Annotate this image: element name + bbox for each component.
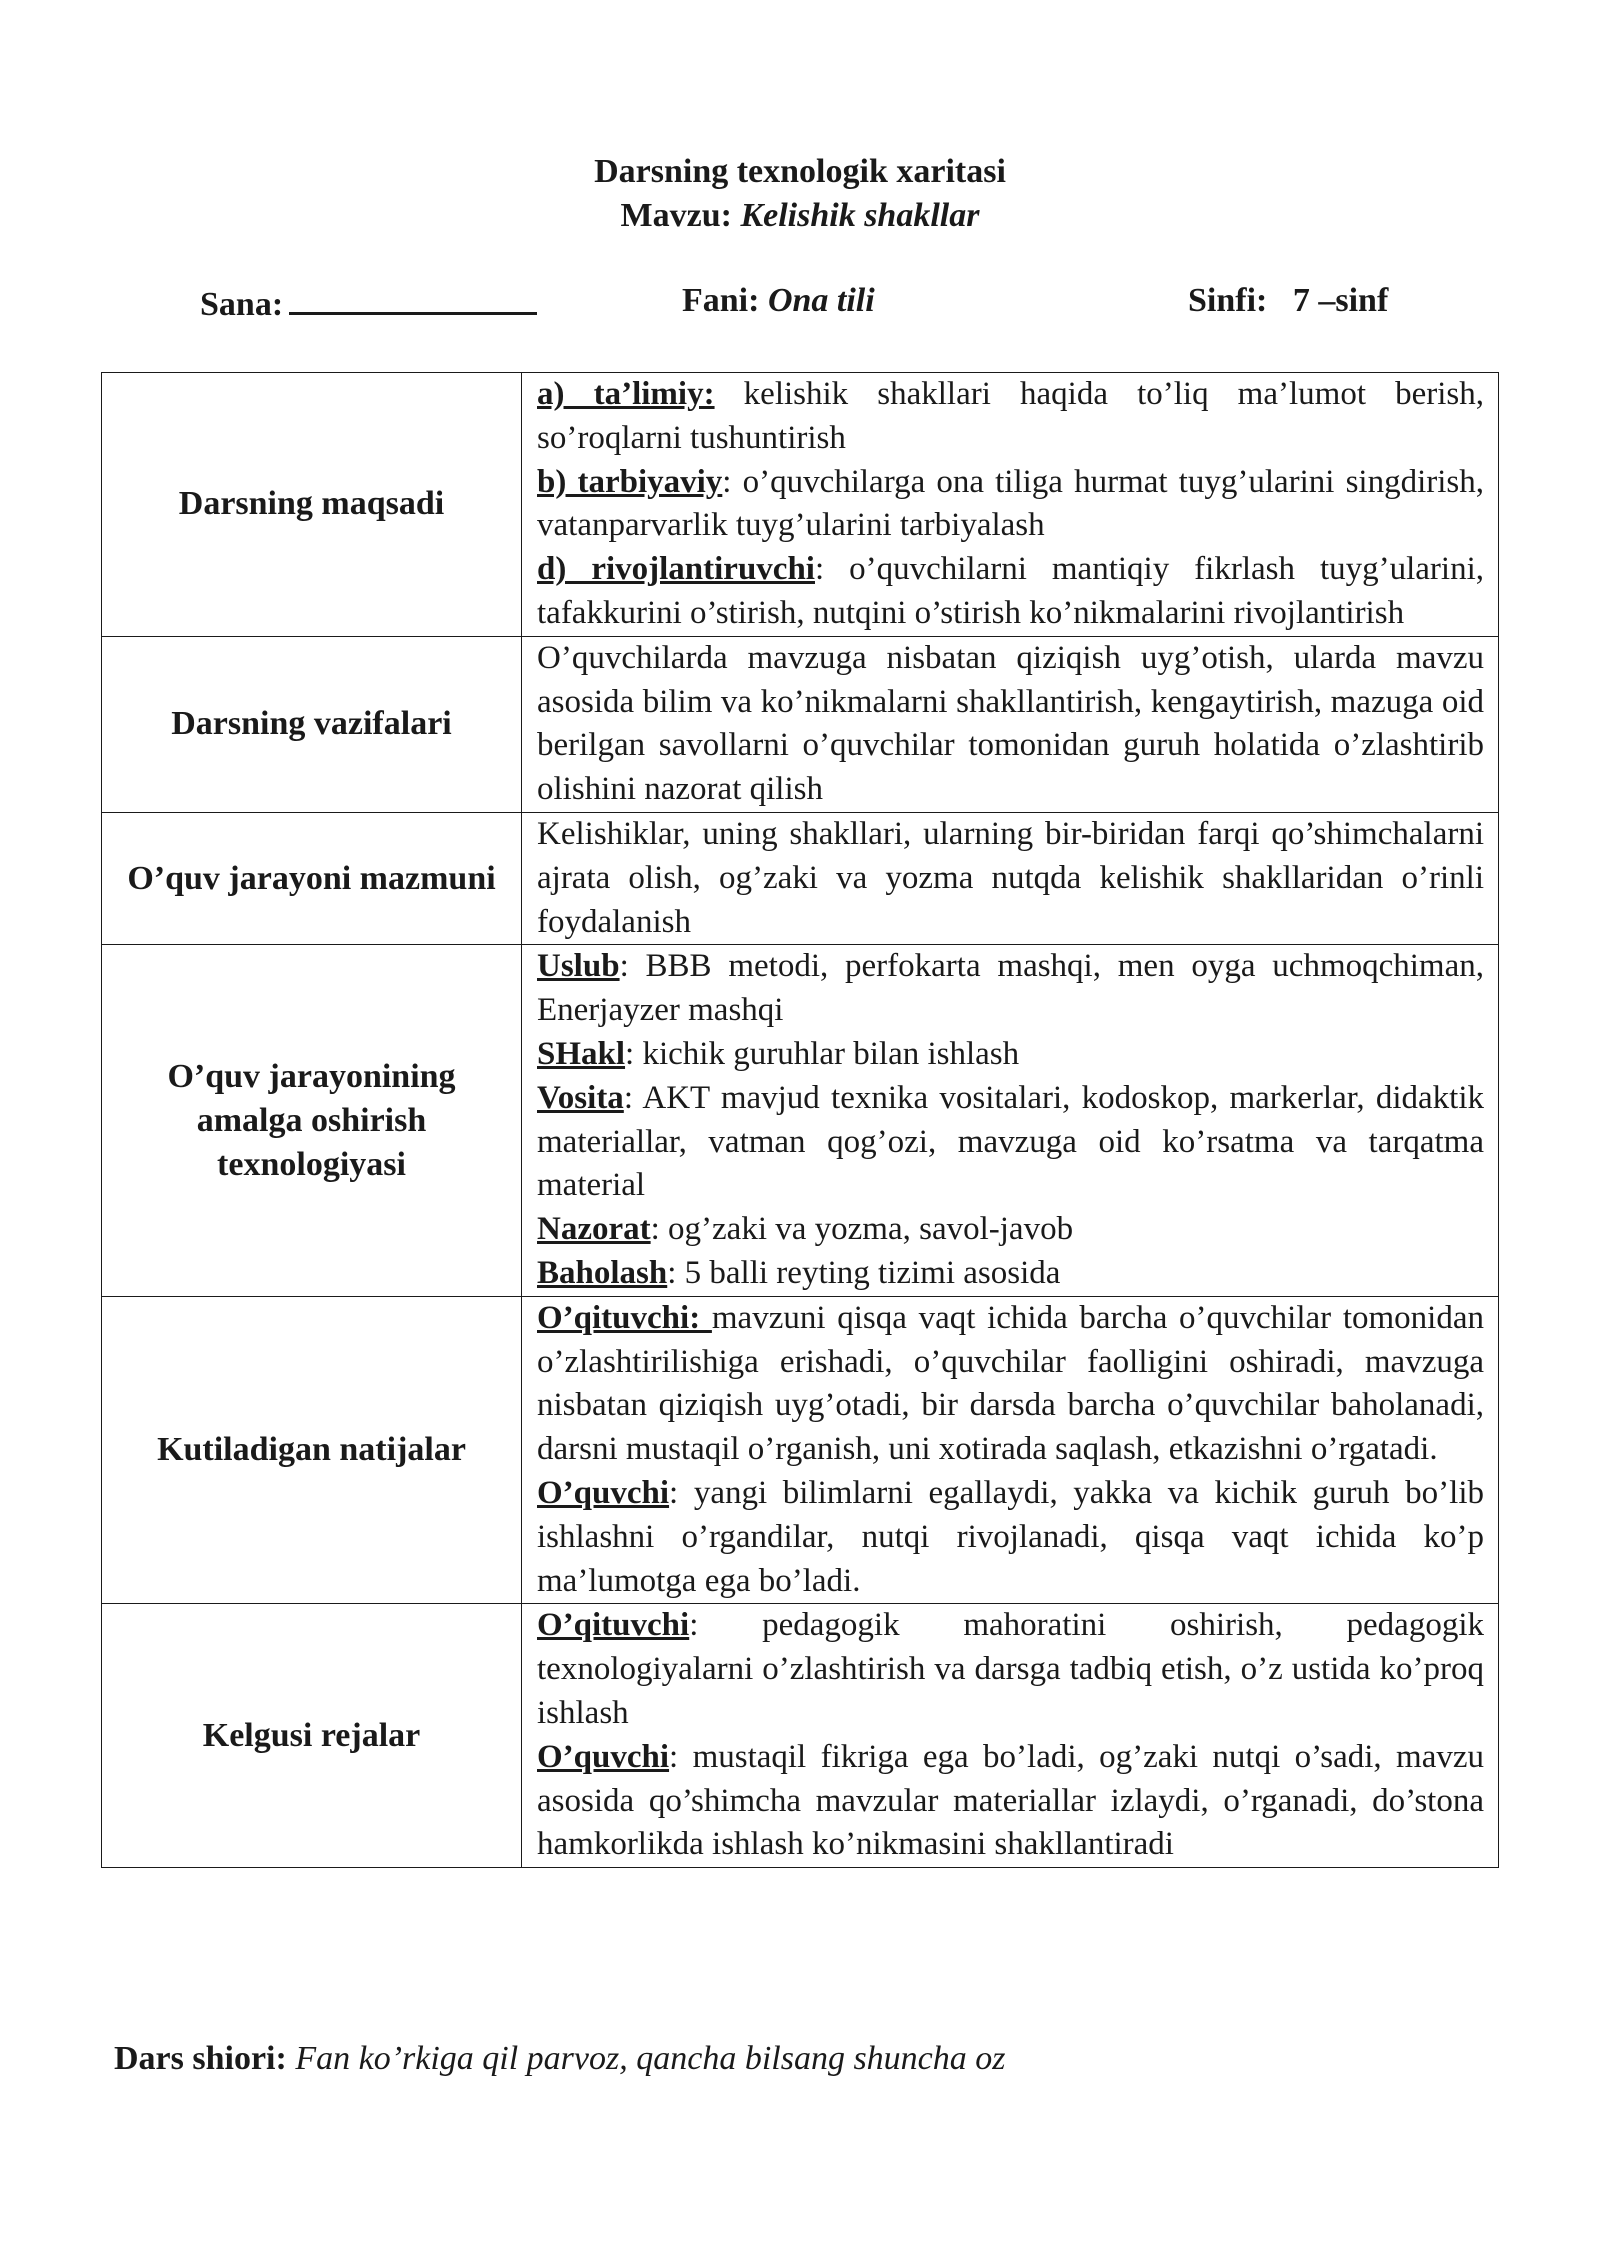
topic-label: Mavzu: [620,197,732,234]
content-key: Uslub [537,948,620,985]
content-paragraph [537,945,1484,1033]
content-text: Kelishiklar, uning shakllari, ularning bir-biridan farqi qo’shimchalarni ajrata olish, og’zaki va yozma nutqda kelishik shakllaridan o’rinli foydalanish [537,815,1484,940]
row-content [522,945,1499,1296]
date-field [200,282,537,324]
content-text: : mustaqil fikriga ega bo’ladi, og’zaki nutqi o’sadi, mavzu asosida qo’shimcha mavzular materiallar izlaydi, o’rganadi, do’stona hamkorlikda ishlash ko’nikmasini shakllantiradi [537,1738,1484,1863]
content-paragraph [537,1252,1484,1296]
table-row [102,812,1499,944]
content-paragraph [537,637,1484,812]
content-key: O’quvchi [537,1738,670,1775]
content-paragraph [537,548,1484,636]
subject-value: Ona tili [767,282,875,319]
table-row [102,373,1499,637]
subject-label: Fani: [682,282,760,319]
content-text: : kichik guruhlar bilan ishlash [625,1035,1020,1072]
table-row [102,636,1499,812]
content-paragraph [537,1472,1484,1603]
date-blank-line [289,282,537,315]
motto-label: Dars shiori: [114,2040,287,2077]
content-text: : o’quvchilarga ona tiliga hurmat tuyg’ularini singdirish, vatanparvarlik tuyg’ularini tarbiyalash [537,463,1485,544]
class-value: 7 –sinf [1292,282,1389,319]
content-key: d) rivojlantiruvchi [537,551,815,588]
content-text: : o’quvchilarni mantiqiy fikrlash tuyg’ularini, tafakkurini o’stirish, nutqini o’stirish ko’nikmalarini rivojlantirish [537,551,1485,631]
document-header [0,150,1600,238]
content-text: O’quvchilarda mavzuga nisbatan qiziqish uyg’otish, ularda mavzu asosida bilim va ko’nikmalarni shakllantirish, kengaytirish, mazuga oid berilgan savollarni o’quvchilar tomonidan guruh holatida o’zlashtirib olishini nazorat qilish [537,639,1484,808]
technology-map-table [101,372,1499,1868]
row-content [522,373,1499,637]
row-label: Darsning vazifalari [102,636,522,812]
row-label: Kutiladigan natijalar [102,1296,522,1604]
content-text: : og’zaki va yozma, savol-javob [650,1211,1074,1248]
topic-line [0,194,1600,238]
content-paragraph [537,1033,1484,1077]
content-text: kelishik shakllari haqida to’liq ma’lumot berish, so’roqlarni tushuntirish [537,376,1484,456]
table-row [102,945,1499,1296]
content-text: : 5 balli reyting tizimi asosida [667,1254,1061,1291]
row-label: Kelgusi rejalar [102,1604,522,1868]
subject-field [682,282,875,320]
row-content [522,1604,1499,1868]
content-paragraph [537,1077,1484,1208]
content-paragraph [537,813,1484,944]
content-text: : BBB metodi, perfokarta mashqi, men oyga uchmoqchiman, Enerjayzer mashqi [537,948,1484,1029]
content-text: : yangi bilimlarni egallaydi, yakka va kichik guruh bo’lib ishlashni o’rgandilar, nutqi rivojlanadi, qisqa vaqt ichida ko’p ma’lumotga ega bo’ladi. [537,1474,1484,1599]
row-content [522,812,1499,944]
row-label: O’quv jarayonining amalga oshirish texnologiyasi [102,945,522,1296]
content-key: b) tarbiyaviy [537,463,723,500]
content-paragraph [537,1604,1484,1735]
content-paragraph [537,1208,1484,1252]
lesson-motto [114,2040,1006,2078]
content-key: Baholash [537,1254,668,1291]
table-row [102,1604,1499,1868]
content-key: O’qituvchi [537,1607,690,1644]
motto-text: Fan ko’rkiga qil parvoz, qancha bilsang shuncha oz [295,2040,1006,2077]
content-key: Vosita [537,1079,624,1116]
date-label: Sana: [200,286,284,323]
content-key: SHakl [537,1035,626,1072]
content-text: mavzuni qisqa vaqt ichida barcha o’quvchilar tomonidan o’zlashtirilishiga erishadi, o’quvchilar faolligini oshiradi, mavzuga nisbatan qiziqish uyg’otadi, bir darsda barcha o’quvchilar baholanadi, darsni mustaqil o’rganish, uni xotirada saqlash, etkazishni o’rgatadi. [537,1299,1484,1468]
meta-row [0,282,1600,332]
row-label: Darsning maqsadi [102,373,522,637]
content-paragraph [537,1736,1484,1867]
content-text: : AKT mavjud texnika vositalari, kodoskop, markerlar, didaktik materiallar, vatman qog’ozi, mavzuga oid ko’rsatma va tarqatma material [537,1079,1484,1204]
row-content [522,1296,1499,1604]
content-key: Nazorat [537,1211,651,1248]
topic-value: Kelishik shakllar [740,197,980,234]
content-key: O’quvchi [537,1474,670,1511]
content-key: O’qituvchi: [537,1299,712,1336]
row-label: O’quv jarayoni mazmuni [102,812,522,944]
document-title: Darsning texnologik xaritasi [594,153,1006,190]
row-content [522,636,1499,812]
content-paragraph [537,1297,1484,1472]
content-key: a) ta’limiy: [537,376,715,412]
class-field [1188,282,1388,320]
content-text: : pedagogik mahoratini oshirish, pedagogik texnologiyalarni o’zlashtirish va darsga tadbiq etish, o’z ustida ko’proq ishlash [537,1607,1484,1731]
table-row [102,1296,1499,1604]
content-paragraph [537,461,1484,549]
content-paragraph [537,373,1484,461]
class-label: Sinfi: [1188,282,1268,319]
